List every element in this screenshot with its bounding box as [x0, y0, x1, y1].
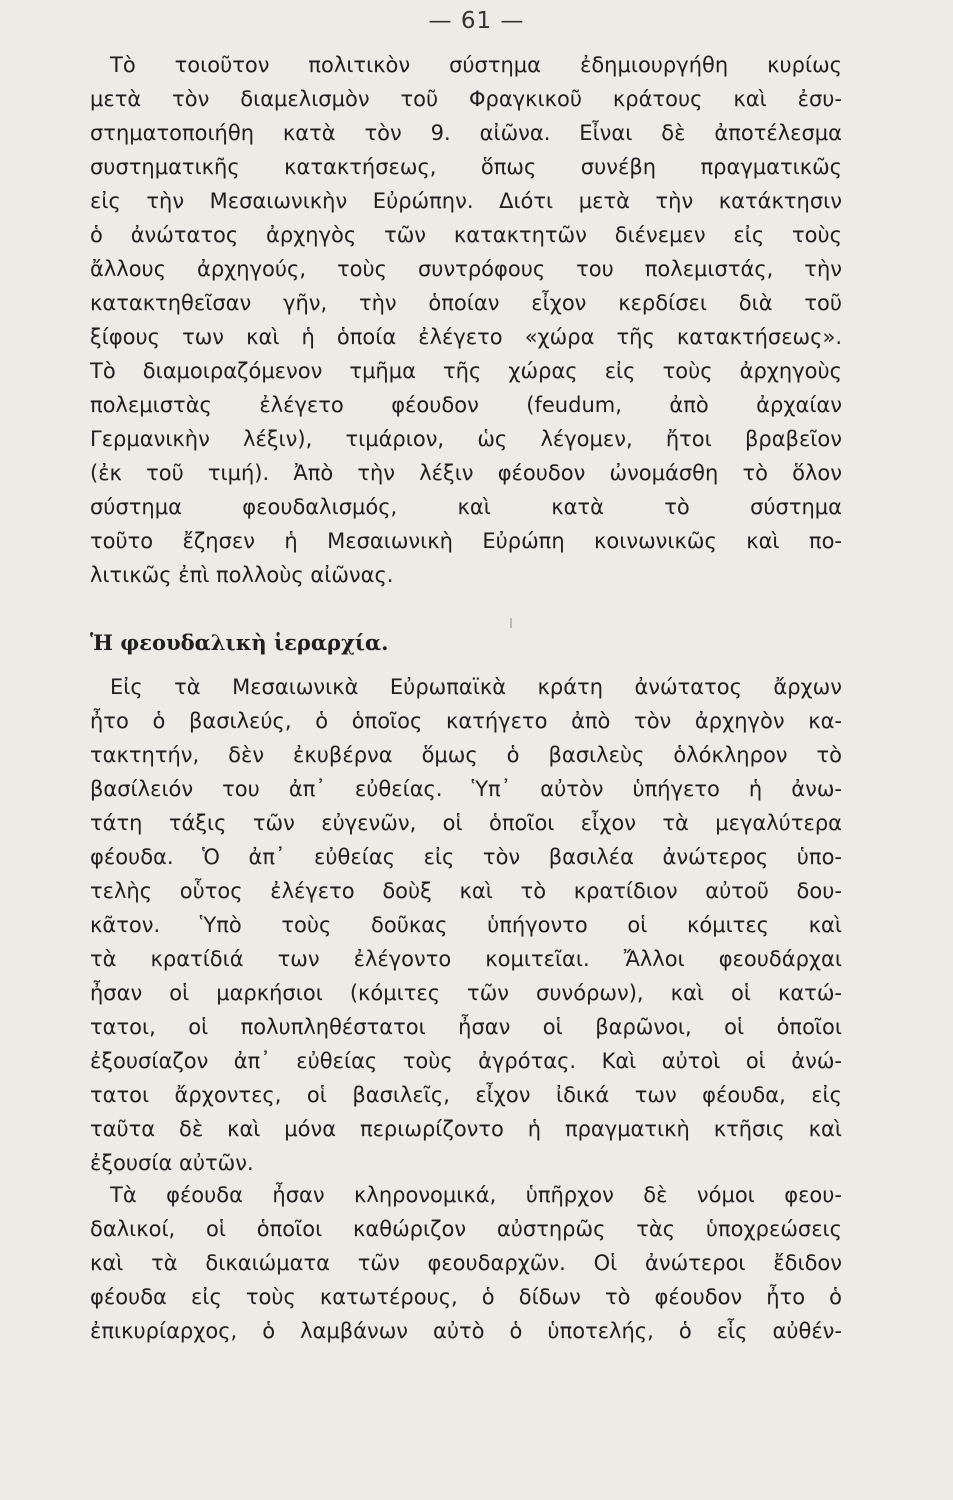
text-line: τελὴς οὗτος ἐλέγετο δοὺξ καὶ τὸ κρατίδιον αὐτοῦ δου-	[90, 879, 842, 903]
text-line: Γερμανικὴν λέξιν), τιμάριον, ὡς λέγομεν, ἤτοι βραβεῖον	[90, 427, 842, 451]
page-number: — 61 —	[428, 8, 525, 34]
print-speck	[510, 618, 512, 628]
text-line: (ἐκ τοῦ τιμή). Ἀπὸ τὴν λέξιν φέουδον ὠνομάσθη τὸ ὅλον	[90, 461, 842, 485]
text-line: σύστημα φεουδαλισμός, καὶ κατὰ τὸ σύστημα	[90, 495, 842, 519]
text-line: ἐξουσία αὐτῶν.	[90, 1151, 254, 1175]
text-line: ἐξουσίαζον ἀπ᾽ εὐθείας τοὺς ἀγρότας. Καὶ αὐτοὶ οἱ ἀνώ-	[90, 1049, 842, 1073]
paragraph-fiefs	[90, 1178, 842, 1348]
text-line: ἦσαν οἱ μαρκήσιοι (κόμιτες τῶν συνόρων), καὶ οἱ κατώ-	[90, 981, 842, 1005]
text-line: ἦτο ὁ βασιλεύς, ὁ ὁποῖος κατήγετο ἀπὸ τὸν ἀρχηγὸν κα-	[90, 709, 842, 733]
text-line: κατακτηθεῖσαν γῆν, τὴν ὁποίαν εἶχον κερδίσει διὰ τοῦ	[90, 291, 842, 315]
text-line: Τὸ διαμοιραζόμενον τμῆμα τῆς χώρας εἰς τοὺς ἀρχηγοὺς	[90, 359, 842, 383]
text-line: Τὸ τοιοῦτον πολιτικὸν σύστημα ἐδημιουργήθη κυρίως	[110, 53, 842, 77]
text-line: φέουδα. Ὁ ἀπ᾽ εὐθείας εἰς τὸν βασιλέα ἀνώτερος ὑπο-	[90, 845, 842, 869]
text-line: πολεμιστὰς ἐλέγετο φέουδον (feudum, ἀπὸ ἀρχαίαν	[90, 393, 842, 417]
text-line: τάτη τάξις τῶν εὐγενῶν, οἱ ὁποῖοι εἶχον τὰ μεγαλύτερα	[90, 811, 842, 835]
paragraph-feudal-hierarchy	[90, 670, 842, 1180]
section-heading: Ἡ φεουδαλικὴ ἱεραρχία.	[90, 630, 389, 655]
text-line: τατοι ἄρχοντες, οἱ βασιλεῖς, εἶχον ἰδικά των φέουδα, εἰς	[90, 1083, 842, 1107]
text-line: τακτητήν, δὲν ἐκυβέρνα ὅμως ὁ βασιλεὺς ὁλόκληρον τὸ	[90, 743, 842, 767]
text-line: εἰς τὴν Μεσαιωνικὴν Εὐρώπην. Διότι μετὰ τὴν κατάκτησιν	[90, 189, 842, 213]
text-line: καὶ τὰ δικαιώματα τῶν φεουδαρχῶν. Οἱ ἀνώτεροι ἔδιδον	[90, 1251, 842, 1275]
text-line: τὰ κρατίδιά των ἐλέγοντο κομιτεῖαι. Ἄλλοι φεουδάρχαι	[90, 947, 842, 971]
text-line: δαλικοί, οἱ ὁποῖοι καθώριζον αὐστηρῶς τὰς ὑποχρεώσεις	[90, 1217, 842, 1241]
text-line: τατοι, οἱ πολυπληθέστατοι ἦσαν οἱ βαρῶνοι, οἱ ὁποῖοι	[90, 1015, 842, 1039]
text-line: βασίλειόν του ἀπ᾽ εὐθείας. Ὑπ᾽ αὐτὸν ὑπήγετο ἡ ἀνω-	[90, 777, 842, 801]
text-line: ἄλλους ἀρχηγούς, τοὺς συντρόφους του πολεμιστάς, τὴν	[90, 257, 842, 281]
paragraph-feudal-system	[90, 48, 842, 592]
text-line: ἐπικυρίαρχος, ὁ λαμβάνων αὐτὸ ὁ ὑποτελής, ὁ εἷς αὐθέν-	[90, 1319, 842, 1343]
text-line: φέουδα εἰς τοὺς κατωτέρους, ὁ δίδων τὸ φέουδον ἦτο ὁ	[90, 1285, 842, 1309]
text-line: μετὰ τὸν διαμελισμὸν τοῦ Φραγκικοῦ κράτους καὶ ἐσυ-	[90, 87, 842, 111]
text-line: ταῦτα δὲ καὶ μόνα περιωρίζοντο ἡ πραγματικὴ κτῆσις καὶ	[90, 1117, 842, 1141]
text-line: ξίφους των καὶ ἡ ὁποία ἐλέγετο «χώρα τῆς κατακτήσεως».	[90, 325, 842, 349]
text-line: ὁ ἀνώτατος ἀρχηγὸς τῶν κατακτητῶν διένεμεν εἰς τοὺς	[90, 223, 842, 247]
text-line: συστηματικῆς κατακτήσεως, ὅπως συνέβη πραγματικῶς	[90, 155, 842, 179]
text-line: Τὰ φέουδα ἦσαν κληρονομικά, ὑπῆρχον δὲ νόμοι φεου-	[110, 1183, 842, 1207]
text-line: λιτικῶς ἐπὶ πολλοὺς αἰῶνας.	[90, 563, 394, 587]
text-line: Εἰς τὰ Μεσαιωνικὰ Εὐρωπαϊκὰ κράτη ἀνώτατος ἄρχων	[110, 675, 842, 699]
text-line: τοῦτο ἔζησεν ἡ Μεσαιωνικὴ Εὐρώπη κοινωνικῶς καὶ πο-	[90, 529, 842, 553]
text-line: στηματοποιήθη κατὰ τὸν 9. αἰῶνα. Εἶναι δὲ ἀποτέλεσμα	[90, 121, 842, 145]
text-line: κᾶτον. Ὑπὸ τοὺς δοῦκας ὑπήγοντο οἱ κόμιτες καὶ	[90, 913, 842, 937]
